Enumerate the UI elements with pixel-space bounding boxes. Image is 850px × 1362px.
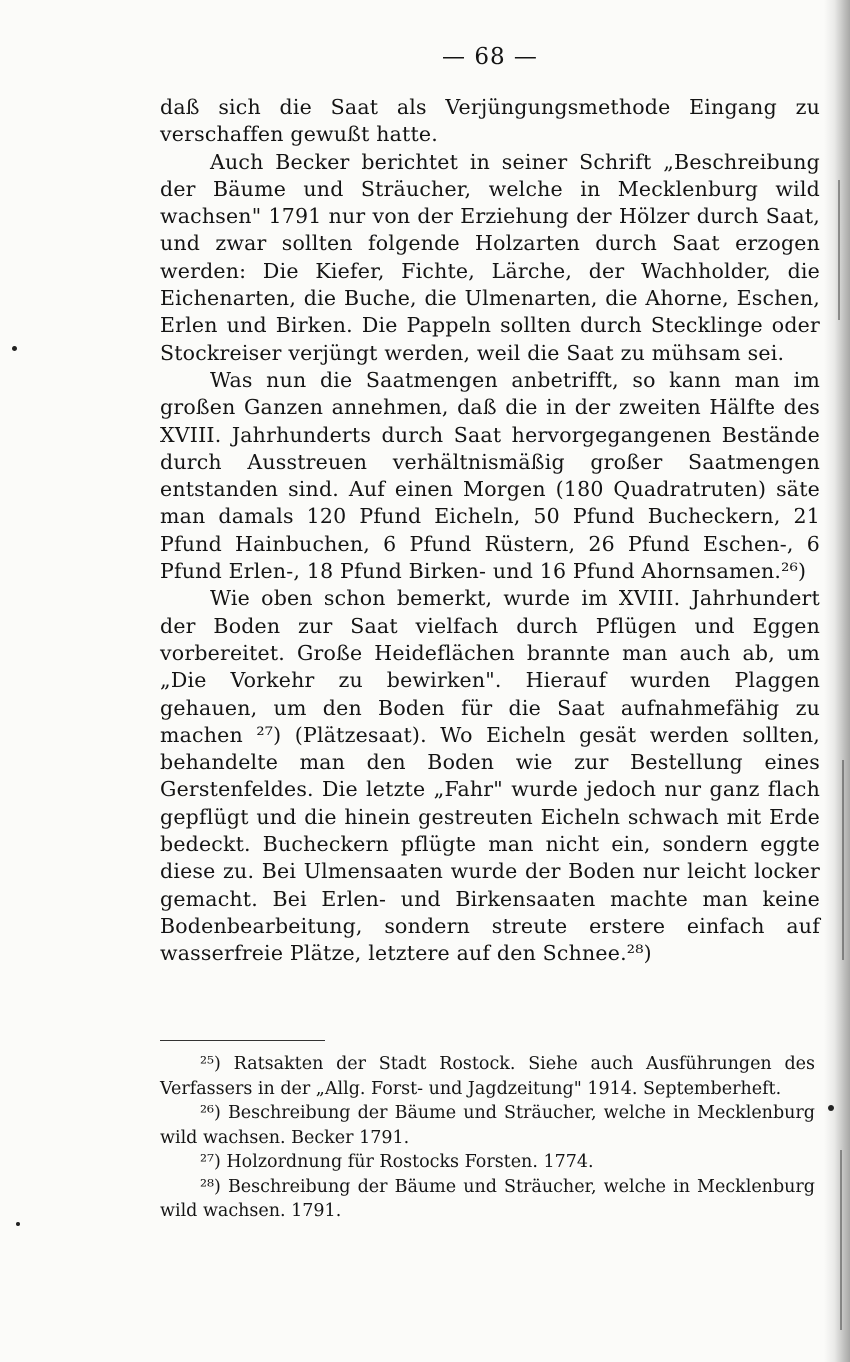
scan-speck xyxy=(828,1105,834,1111)
scan-streak xyxy=(838,180,840,320)
footnote-25: ²⁵) Ratsakten der Stadt Rostock. Siehe auch Ausführungen des Verfassers in der „Allg. Forst- und Jagdzeitung" 1914. Septemberheft. xyxy=(160,1054,815,1099)
main-text xyxy=(160,94,820,968)
footnotes xyxy=(160,1052,815,1224)
footnote-26: ²⁶) Beschreibung der Bäume und Sträucher, welche in Mecklenburg wild wachsen. Becker 1791. xyxy=(160,1103,815,1148)
scan-speck xyxy=(12,346,17,351)
paragraph-3: Was nun die Saatmengen anbetrifft, so kann man im großen Ganzen annehmen, daß die in der zweiten Hälfte des XVIII. Jahrhunderts durch Saat hervorgegangenen Bestände durch Ausstreuen verhältnismäßig großer Saatmengen entstanden sind. Auf einen Morgen (180 Quadratruten) säte man damals 120 Pfund Eicheln, 50 Pfund Bucheckern, 21 Pfund Hainbuchen, 6 Pfund Rüstern, 26 Pfund Eschen-, 6 Pfund Erlen-, 18 Pfund Birken- und 16 Pfund Ahornsamen.²⁶) xyxy=(160,367,820,584)
footnote-27: ²⁷) Holzordnung für Rostocks Forsten. 1774. xyxy=(200,1152,594,1172)
scan-streak xyxy=(840,1150,842,1330)
scan-edge-shadow xyxy=(824,0,850,1362)
page-number: — 68 — xyxy=(442,44,538,70)
scan-streak xyxy=(842,760,844,960)
paragraph-4: Wie oben schon bemerkt, wurde im XVIII. Jahrhundert der Boden zur Saat vielfach durch Pflügen und Eggen vorbereitet. Große Heideflächen brannte man auch ab, um „Die Vorkehr zu bewirken". Hierauf wurden Plaggen gehauen, um den Boden für die Saat aufnahmefähig zu machen ²⁷) (Plätzesaat). Wo Eicheln gesät werden sollten, behandelte man den Boden wie zur Bestellung eines Gerstenfeldes. Die letzte „Fahr" wurde jedoch nur ganz flach gepflügt und die hinein gestreuten Eicheln schwach mit Erde bedeckt. Bucheckern pflügte man nicht ein, sondern eggte diese zu. Bei Ulmensaaten wurde der Boden nur leicht locker gemacht. Bei Erlen- und Birkensaaten machte man keine Bodenbearbeitung, sondern streute erstere einfach auf wasserfreie Plätze, letztere auf den Schnee.²⁸) xyxy=(160,586,820,966)
scan-speck xyxy=(16,1222,20,1226)
paragraph-1: daß sich die Saat als Verjüngungsmethode Eingang zu verschaffen gewußt hatte. xyxy=(160,95,820,147)
paragraph-2: Auch Becker berichtet in seiner Schrift „Beschreibung der Bäume und Sträucher, welche in Mecklenburg wild wachsen" 1791 nur von der Erziehung der Hölzer durch Saat, und zwar sollten folgende Holzarten durch Saat erzogen werden: Die Kiefer, Fichte, Lärche, der Wachholder, die Eichenarten, die Buche, die Ulmenarten, die Ahorne, Eschen, Erlen und Birken. Die Pappeln sollten durch Stecklinge oder Stockreiser verjüngt werden, weil die Saat zu mühsam sei. xyxy=(160,149,820,365)
footnote-28: ²⁸) Beschreibung der Bäume und Sträucher, welche in Mecklenburg wild wachsen. 1791. xyxy=(160,1176,815,1221)
footnote-separator xyxy=(160,1040,325,1041)
